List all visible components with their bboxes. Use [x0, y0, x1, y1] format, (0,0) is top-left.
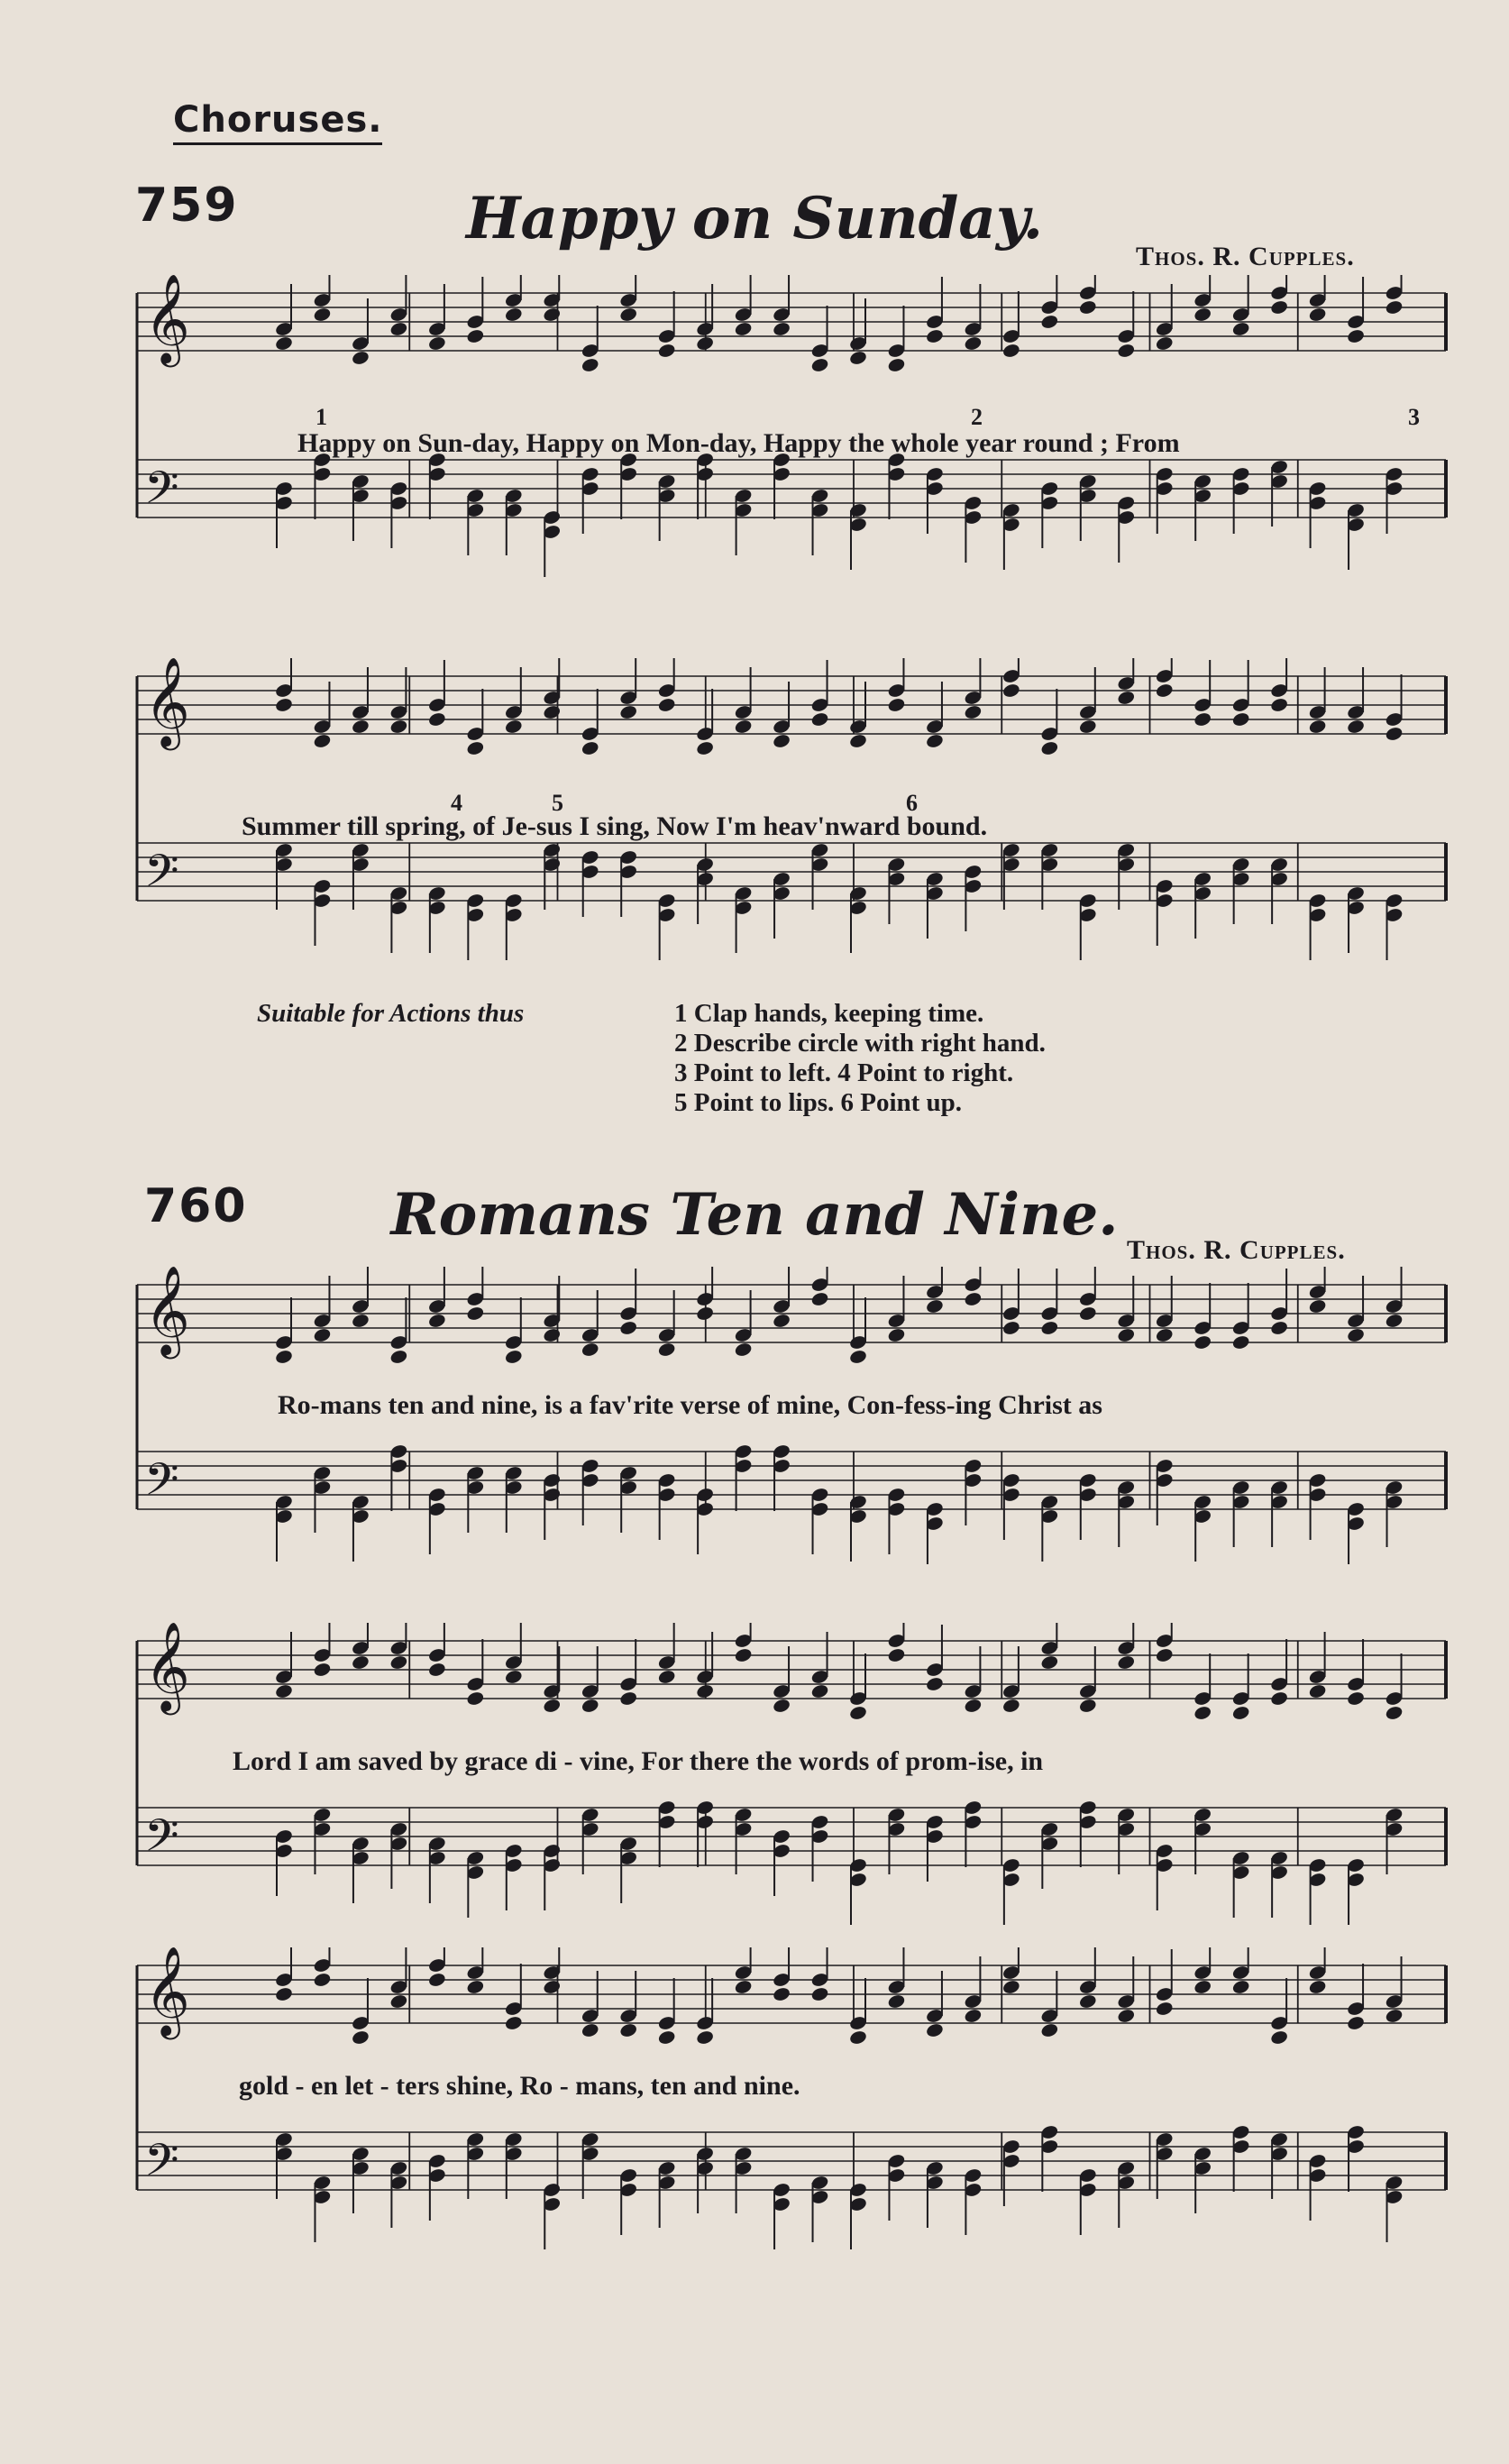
- bass-clef-icon: 𝄢: [144, 2134, 179, 2198]
- bass-clef-icon: 𝄢: [144, 845, 179, 909]
- action-item: 2 Describe circle with right hand.: [674, 1029, 1046, 1058]
- treble-clef-icon: 𝄞: [144, 1947, 190, 2037]
- lyric-line: Summer till spring, of Je-sus I sing, Now I'm heav'nward bound.: [242, 811, 988, 841]
- lyric-line: Happy on Sun-day, Happy on Mon-day, Happy the whole year round ; From: [297, 428, 1180, 458]
- action-item: 5 Point to lips. 6 Point up.: [674, 1088, 963, 1117]
- action-marker: 4: [451, 790, 462, 816]
- hymn-title: Romans Ten and Nine.: [390, 1181, 1119, 1249]
- bass-clef-icon: 𝄢: [144, 462, 179, 526]
- treble-clef-icon: 𝄞: [144, 275, 190, 364]
- bass-clef-icon: 𝄢: [144, 1809, 179, 1873]
- treble-clef-icon: 𝄞: [144, 1267, 190, 1356]
- actions-list: [674, 999, 1046, 1118]
- hymn-author: Thos. R. Cupples.: [1136, 242, 1355, 271]
- bass-clef-icon: 𝄢: [144, 1453, 179, 1517]
- hymn-title: Happy on Sunday.: [465, 185, 1044, 252]
- action-item: 1 Clap hands, keeping time.: [674, 999, 984, 1028]
- hymn-number: 759: [135, 179, 239, 233]
- lyric-line: gold - en let - ters shine, Ro - mans, ten and nine.: [239, 2071, 800, 2101]
- actions-lead: Suitable for Actions thus: [257, 999, 525, 1028]
- lyric-line: Lord I am saved by grace di - vine, For there the words of prom-ise, in: [233, 1746, 1044, 1776]
- hymn-number: 760: [144, 1179, 248, 1233]
- hymn-author: Thos. R. Cupples.: [1127, 1235, 1346, 1265]
- action-marker: 6: [906, 790, 918, 816]
- action-item: 3 Point to left. 4 Point to right.: [674, 1058, 1014, 1087]
- treble-clef-icon: 𝄞: [144, 1623, 190, 1712]
- action-marker: 5: [552, 790, 563, 816]
- action-marker: 1: [316, 404, 327, 430]
- lyric-line: Ro-mans ten and nine, is a fav'rite verse of mine, Con-fess-ing Christ as: [278, 1390, 1102, 1420]
- section-header: Choruses.: [173, 99, 382, 145]
- action-marker: 2: [971, 404, 983, 430]
- treble-clef-icon: 𝄞: [144, 658, 190, 747]
- action-marker: 3: [1408, 404, 1420, 430]
